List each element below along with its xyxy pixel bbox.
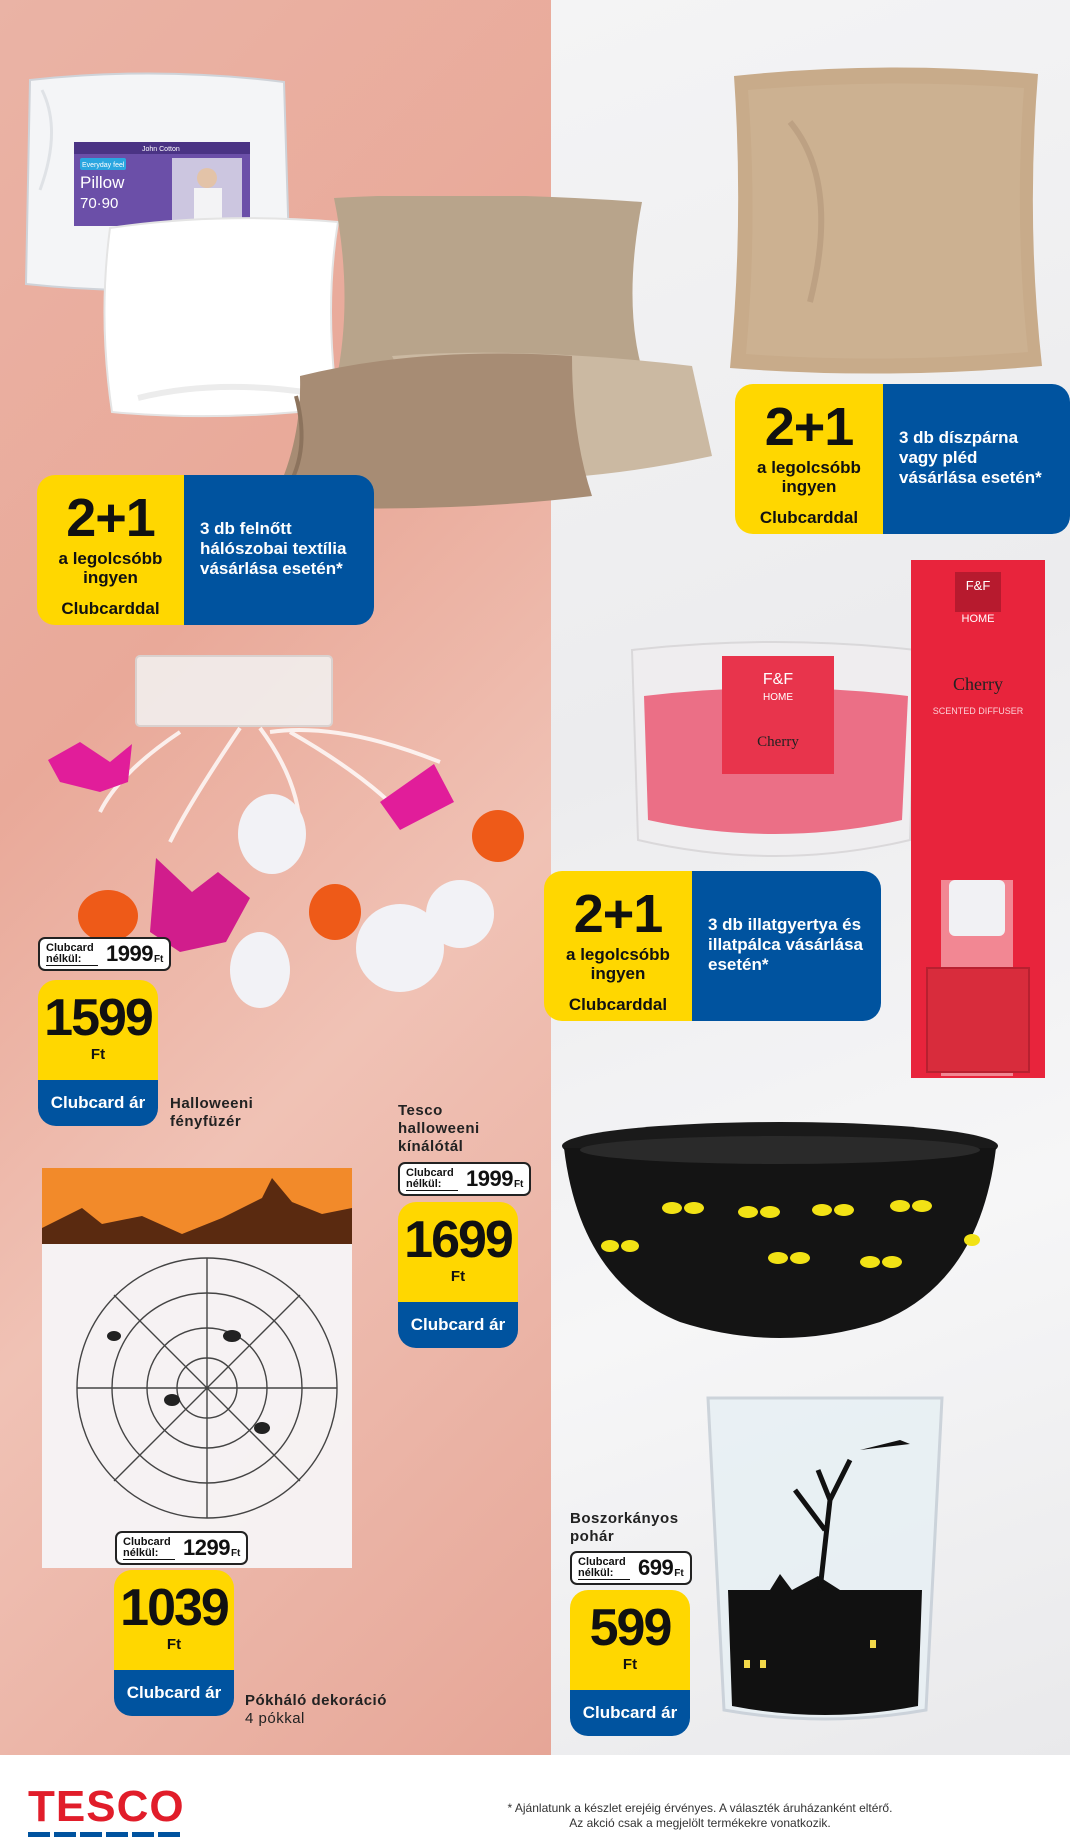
old-price-currency: Ft xyxy=(230,1547,241,1559)
product-name-bowl: Tesco halloweeni kínálótál xyxy=(398,1102,480,1155)
clubcard-price-box xyxy=(570,1590,690,1736)
deal-clubcard-label: Clubcarddal xyxy=(759,508,859,527)
witch-glass-image xyxy=(700,1390,950,1730)
price-yellow-panel xyxy=(398,1202,518,1302)
old-price-tag xyxy=(398,1162,531,1196)
price-yellow-panel xyxy=(570,1590,690,1690)
tesco-logo xyxy=(28,1782,185,1837)
price-currency: Ft xyxy=(90,1046,106,1063)
clubcard-price-box xyxy=(398,1202,518,1348)
pillow-title-text: Pillow xyxy=(80,173,125,192)
price-value: 1699 xyxy=(404,1211,512,1269)
deal-subtitle: a legolcsóbb ingyen xyxy=(58,549,163,587)
old-price-value: 1999 xyxy=(466,1166,513,1191)
scented-candle-image xyxy=(630,640,920,872)
deal-condition-text: 3 db illatgyertya és illatpálca vásárlása esetén* xyxy=(692,871,881,1021)
footnote xyxy=(360,1801,1040,1831)
reed-diffuser-image xyxy=(911,560,1045,1078)
spider-web-decoration-image xyxy=(42,1168,352,1568)
deal-box-bedding xyxy=(37,475,374,625)
old-price-tag xyxy=(570,1551,692,1585)
clubcard-price-label: Clubcard ár xyxy=(114,1670,234,1716)
product-subtitle: 4 pókkal xyxy=(245,1710,305,1727)
old-price-currency: Ft xyxy=(513,1178,524,1190)
old-price-currency: Ft xyxy=(153,953,164,965)
product-name-lights: Halloweeni fényfüzér xyxy=(170,1095,254,1130)
deal-subtitle: a legolcsóbb ingyen xyxy=(757,458,861,496)
diffuser-type-text: SCENTED DIFFUSER xyxy=(932,706,1024,716)
tesco-logo-text: TESCO xyxy=(28,1782,185,1831)
price-currency: Ft xyxy=(450,1268,466,1285)
footnote-line-1: * Ajánlatunk a készlet erejéig érvényes. A választék áruházanként eltérő. xyxy=(507,1801,893,1815)
old-price-label: Clubcard nélkül: xyxy=(46,943,98,966)
clubcard-price-box xyxy=(38,980,158,1126)
old-price-value: 1299 xyxy=(183,1535,230,1560)
diffuser-scent-text: Cherry xyxy=(953,674,1003,694)
old-price-label: Clubcard nélkül: xyxy=(578,1557,630,1580)
pillow-brand-text: John Cotton xyxy=(142,146,180,153)
halloween-lights-image xyxy=(40,652,530,1032)
clubcard-price-label: Clubcard ár xyxy=(570,1690,690,1736)
serving-bowl-image xyxy=(560,1122,1000,1352)
candle-scent-text: Cherry xyxy=(757,734,799,750)
price-yellow-panel xyxy=(38,980,158,1080)
candle-brand-text: F&F xyxy=(762,671,794,688)
product-name-glass: Boszorkányos pohár xyxy=(570,1510,679,1545)
deal-yellow-panel xyxy=(544,871,692,1021)
price-yellow-panel xyxy=(114,1570,234,1670)
deal-condition-text: 3 db díszpárna vagy pléd vásárlása esetén* xyxy=(883,384,1070,534)
deal-subtitle: a legolcsóbb ingyen xyxy=(566,945,670,983)
footnote-line-2: Az akció csak a megjelölt termékekre vonatkozik. xyxy=(569,1816,831,1830)
diffuser-home-text: HOME xyxy=(961,613,995,625)
clubcard-price-label: Clubcard ár xyxy=(38,1080,158,1126)
old-price-label: Clubcard nélkül: xyxy=(123,1537,175,1560)
price-currency: Ft xyxy=(622,1656,638,1673)
old-price-tag xyxy=(115,1531,248,1565)
old-price-value: 699 xyxy=(638,1555,674,1580)
old-price-label: Clubcard nélkül: xyxy=(406,1168,458,1191)
decorative-cushion-image xyxy=(720,62,1050,380)
price-value: 1599 xyxy=(44,989,152,1047)
pillow-badge-text: Everyday feel xyxy=(82,162,125,169)
old-price-tag xyxy=(38,937,171,971)
deal-clubcard-label: Clubcarddal xyxy=(568,995,668,1014)
price-currency: Ft xyxy=(166,1636,182,1653)
pillow-size-text: 70·90 xyxy=(80,195,119,212)
deal-headline: 2+1 xyxy=(573,884,663,944)
deal-yellow-panel xyxy=(735,384,883,534)
candle-home-text: HOME xyxy=(763,692,793,703)
deal-condition-text: 3 db felnőtt hálószobai textília vásárlása esetén* xyxy=(184,475,374,625)
product-title: Pókháló dekoráció xyxy=(245,1692,387,1709)
diffuser-brand-text: F&F xyxy=(965,578,991,593)
deal-box-candle xyxy=(544,871,881,1021)
deal-yellow-panel xyxy=(37,475,184,625)
old-price-value: 1999 xyxy=(106,941,153,966)
old-price-currency: Ft xyxy=(674,1567,684,1579)
clubcard-price-box xyxy=(114,1570,234,1716)
price-value: 1039 xyxy=(120,1579,228,1637)
product-name-spider-web xyxy=(245,1692,425,1728)
deal-headline: 2+1 xyxy=(66,488,155,548)
price-value: 599 xyxy=(589,1599,671,1657)
deal-box-cushion xyxy=(735,384,1070,534)
clubcard-price-label: Clubcard ár xyxy=(398,1302,518,1348)
tesco-logo-stripes xyxy=(28,1832,182,1837)
deal-clubcard-label: Clubcarddal xyxy=(61,599,160,618)
deal-headline: 2+1 xyxy=(764,397,854,457)
